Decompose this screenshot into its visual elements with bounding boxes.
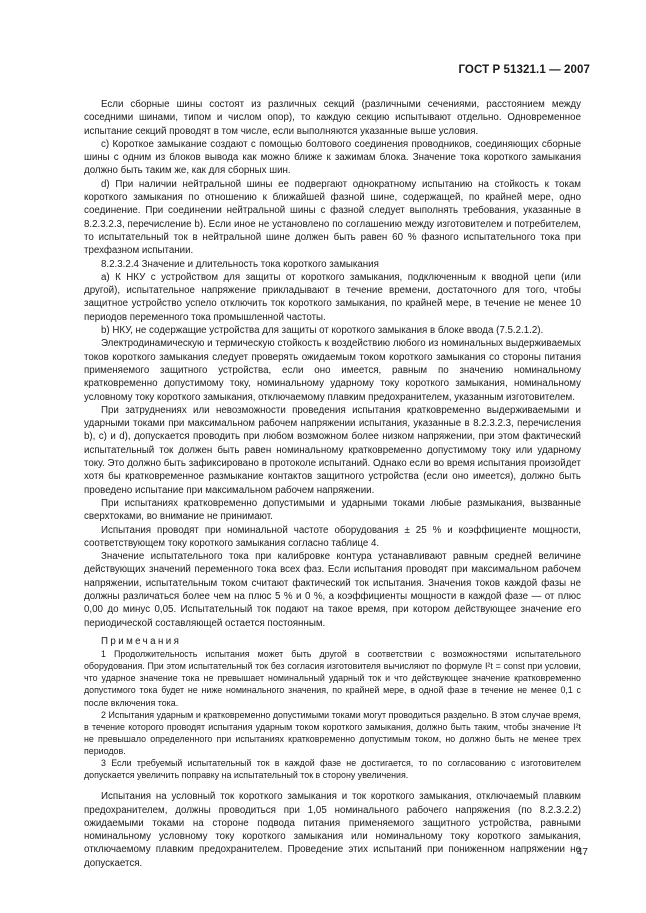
paragraph: При затруднениях или невозможности проведения испытания кратковременно выдерживаемыми и ударными токами при максимальном рабочем напряжении испытания, указанные в 8.2.3.2.3, перечисления b), c) и d), допускается проводить при любом возможном более низком напряжении, при этом фактический испытательный ток должен быть равен номинальному кратковременно допустимому току или ударному току. Это должно быть зафиксировано в протоколе испытаний. Однако если во время испытания произойдет хотя бы кратковременное размыкание контактов защитного устройства (если оно имеется), должно быть проведено испытание при максимальном рабочем напряжении. xyxy=(84,404,581,496)
paragraph: Испытания проводят при номинальной частоте оборудования ± 25 % и коэффициенте мощности, соответствующем току короткого замыкания согласно таблице 4. xyxy=(84,524,581,549)
page-number: 47 xyxy=(576,847,588,858)
document-header: ГОСТ Р 51321.1 — 2007 xyxy=(458,64,590,76)
note-item: 3 Если требуемый испытательный ток в каждой фазе не достигается, то по согласованию с изготовителем допускается увеличить поправку на испытательный ток в сторону увеличения. xyxy=(84,758,581,781)
notes-title: Примечания xyxy=(101,635,182,647)
note-item: 1 Продолжительность испытания может быть другой в соответствии с возможностями испытательного оборудования. При этом испытательный ток без согласия изготовителя вычисляют по формуле I²t = const при условии, что ударное значение тока не превышает номинальный ударный ток и что действующее значение кратковременно допустимого тока будет не ниже номинального значения, по крайней мере, в одной фазе в течение не менее 0,1 с после включения тока. xyxy=(84,649,581,708)
document-body xyxy=(84,98,581,870)
paragraph: a) К НКУ с устройством для защиты от короткого замыкания, подключенным к вводной цепи (или другой), испытательное напряжение прикладывают в течение времени, достаточного для того, чтобы защитное устройство успело отключить ток короткого замыкания, по крайней мере, в течение не менее 10 периодов переменного тока промышленной частоты. xyxy=(84,271,581,323)
paragraph: При испытаниях кратковременно допустимыми и ударными токами любые размыкания, вызванные сверхтоками, во внимание не принимают. xyxy=(84,497,581,523)
paragraph: Электродинамическую и термическую стойкость к воздействию любого из номинальных выдерживаемых токов короткого замыкания следует проверять ожидаемым током короткого замыкания со стороны питания применяемого защитного устройства, если оно имеется, равным по значению номинальному кратковременно допустимому току, номинальному ударному току короткого замыкания, номинальному условному току короткого замыкания, отключаемому плавким предохранителем, указанным изготовителем. xyxy=(84,338,581,403)
paragraph: d) При наличии нейтральной шины ее подвергают однократному испытанию на стойкость к токам короткого замыкания по отношению к ближайшей фазной шине, содержащей, по крайней мере, одно соединение. При соединении нейтральной шины с фазной следует выполнять требования, указанные в 8.2.3.2.3, перечисление b). Если иное не установлено по соглашению между изготовителем и потребителем, то испытательный ток в нейтральной шине должен быть равен 60 % фазного испытательного тока при трехфазном испытании. xyxy=(84,178,581,257)
section-heading: 8.2.3.2.4 Значение и длительность тока короткого замыкания xyxy=(101,258,379,270)
paragraph: c) Короткое замыкание создают с помощью болтового соединения проводников, соединяющих сборные шины с одним из блоков вывода как можно ближе к зажимам блока. Значение тока короткого замыкания должно быть таким же, как для сборных шин. xyxy=(84,138,581,177)
note-item: 2 Испытания ударным и кратковременно допустимыми токами могут проводиться раздельно. В этом случае время, в течение которого проводят испытания ударным током короткого замыкания, должно быть таким, чтобы значение I²t не превышало определенного при испытаниях кратковременно допустимым током, но должно быть не менее трех периодов. xyxy=(84,709,581,756)
paragraph: Если сборные шины состоят из различных секций (различными сечениями, расстоянием между соседними шинами, типом и числом опор), то каждую секцию испытывают отдельно. Одновременное испытание секций проводят в том числе, если выполняются указанные выше условия. xyxy=(84,99,581,137)
paragraph: Значение испытательного тока при калибровке контура устанавливают равным средней величине действующих значений переменного тока всех фаз. Если испытания проводят при максимальном рабочем напряжении, испытательным током считают фактический ток испытания. Значения токов каждой фазы не должны различаться более чем на плюс 5 % и 0 %, а коэффициенты мощности в каждой фазе — от плюс 0,00 до минус 0,05. Испытательный ток подают на такое время, при котором действующее значение его периодической составляющей остается постоянным. xyxy=(84,551,581,629)
paragraph: b) НКУ, не содержащие устройства для защиты от короткого замыкания в блоке ввода (7.5.2.1.2). xyxy=(101,325,544,337)
final-paragraph: Испытания на условный ток короткого замыкания и ток короткого замыкания, отключаемый плавким предохранителем, должны проводиться при 1,05 номинального рабочего напряжения (по 8.2.3.2.2) ожидаемыми токами на стороне подвода питания применяемого защитного устройства, равными номинальному условному току короткого замыкания или номинальному току короткого замыкания, отключаемому плавким предохранителем. Проведение этих испытаний при пониженном напряжении не допускается. xyxy=(84,791,581,869)
